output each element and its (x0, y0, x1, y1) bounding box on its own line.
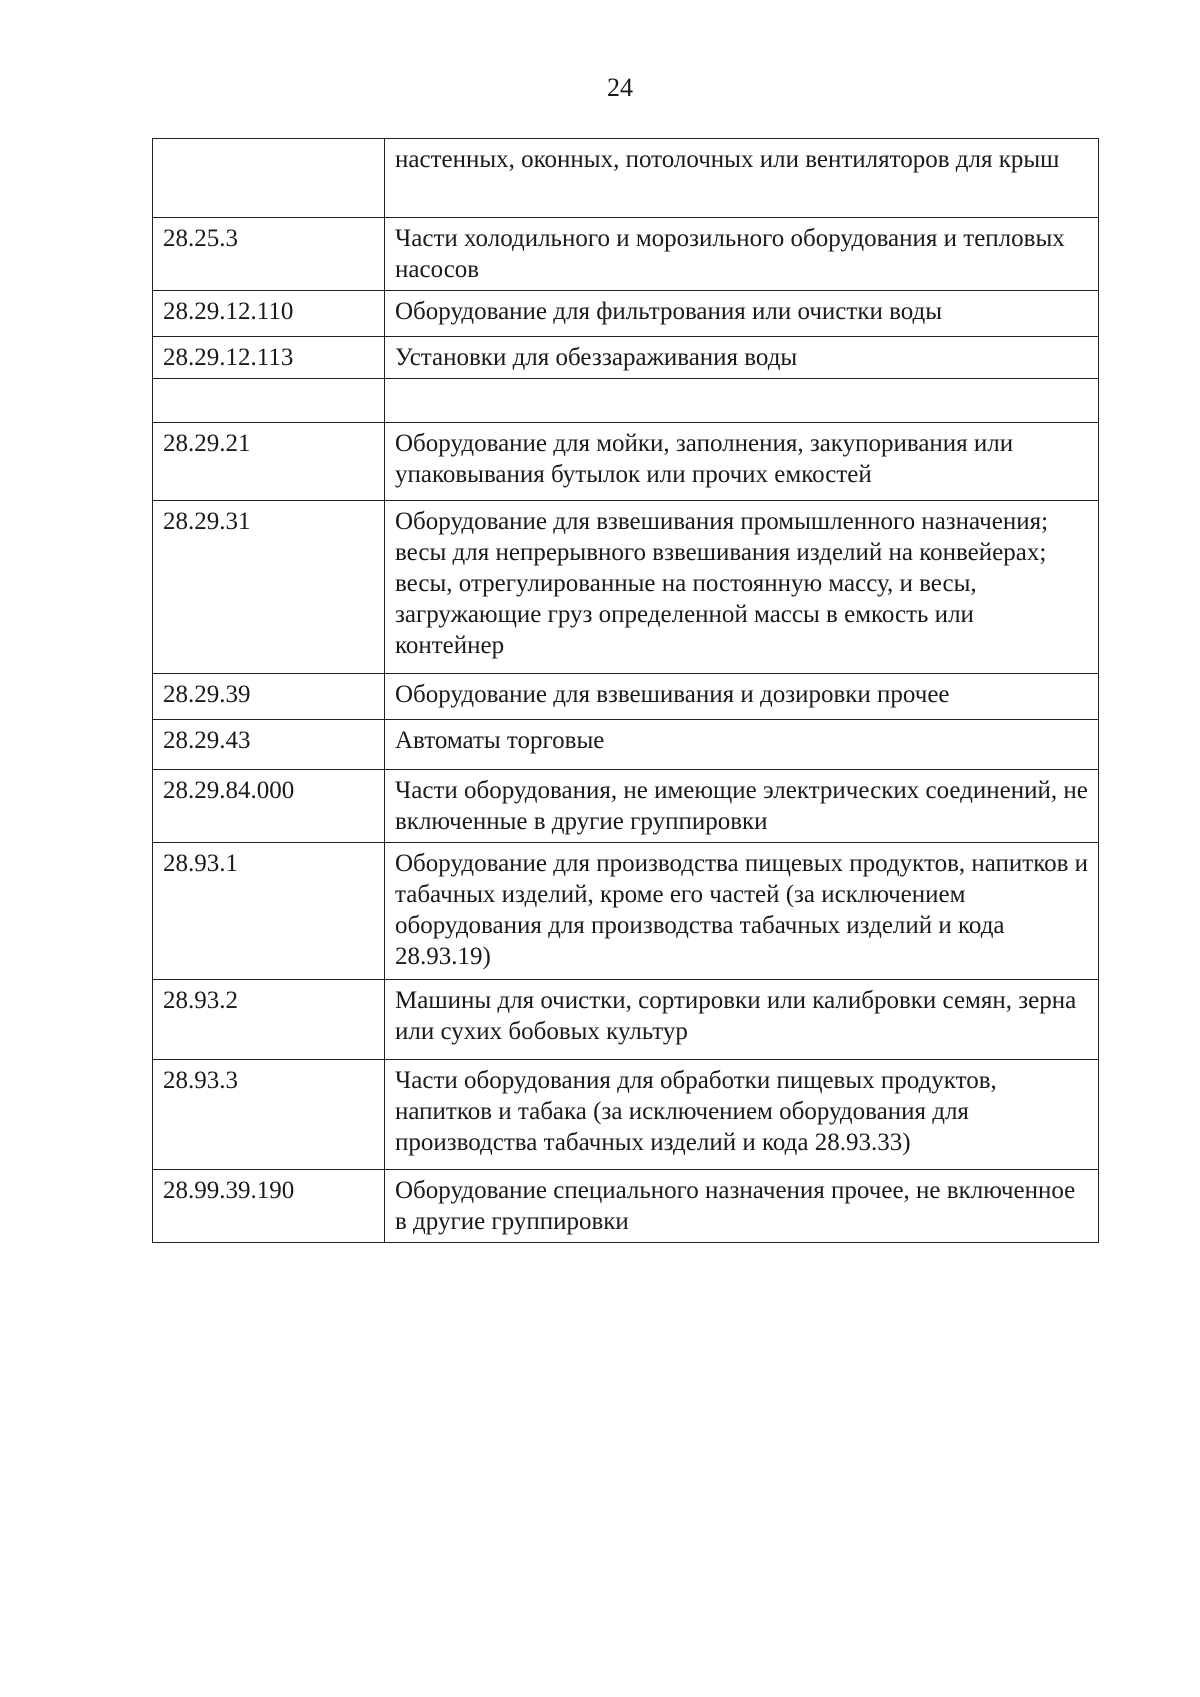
description-cell (385, 379, 1099, 423)
description-cell: Машины для очистки, сортировки или калибровки семян, зерна или сухих бобовых культур (385, 980, 1099, 1060)
description-cell: Оборудование для мойки, заполнения, закупоривания или упаковывания бутылок или прочих емкостей (385, 423, 1099, 501)
code-cell: 28.29.12.110 (153, 291, 385, 337)
table-row (153, 379, 1099, 423)
code-cell: 28.29.84.000 (153, 770, 385, 843)
code-cell: 28.29.12.113 (153, 337, 385, 379)
table-row (153, 1060, 1099, 1170)
code-cell (153, 379, 385, 423)
table-row (153, 1170, 1099, 1243)
table-row (153, 770, 1099, 843)
page-number: 24 (607, 73, 633, 102)
code-cell: 28.29.21 (153, 423, 385, 501)
table-row (153, 337, 1099, 379)
description-cell: Автоматы торговые (385, 720, 1099, 770)
codes-table (152, 138, 1099, 1243)
description-cell: Оборудование для производства пищевых продуктов, напитков и табачных изделий, кроме его частей (за исключением оборудования для производства табачных изделий и кода 28.93.19) (385, 843, 1099, 980)
code-cell: 28.93.3 (153, 1060, 385, 1170)
code-cell: 28.93.2 (153, 980, 385, 1060)
table-row (153, 501, 1099, 674)
table-row (153, 423, 1099, 501)
code-cell: 28.29.39 (153, 674, 385, 720)
table-row (153, 218, 1099, 291)
table-row (153, 843, 1099, 980)
table-row (153, 139, 1099, 218)
table-row (153, 720, 1099, 770)
description-cell: Части оборудования для обработки пищевых продуктов, напитков и табака (за исключением оборудования для производства табачных изделий и кода 28.93.33) (385, 1060, 1099, 1170)
table-row (153, 674, 1099, 720)
description-cell: Оборудование для фильтрования или очистки воды (385, 291, 1099, 337)
description-cell: Части холодильного и морозильного оборудования и тепловых насосов (385, 218, 1099, 291)
description-cell: Оборудование для взвешивания и дозировки прочее (385, 674, 1099, 720)
table-row (153, 980, 1099, 1060)
table-row (153, 291, 1099, 337)
description-cell: Оборудование для взвешивания промышленного назначения; весы для непрерывного взвешивания изделий на конвейерах; весы, отрегулированные на постоянную массу, и весы, загружающие груз определенной массы в емкость или контейнер (385, 501, 1099, 674)
code-cell: 28.25.3 (153, 218, 385, 291)
description-cell: Части оборудования, не имеющие электрических соединений, не включенные в другие группировки (385, 770, 1099, 843)
description-cell: Установки для обеззараживания воды (385, 337, 1099, 379)
code-cell: 28.93.1 (153, 843, 385, 980)
description-cell: Оборудование специального назначения прочее, не включенное в другие группировки (385, 1170, 1099, 1243)
description-cell: настенных, оконных, потолочных или вентиляторов для крыш (385, 139, 1099, 218)
code-cell: 28.29.31 (153, 501, 385, 674)
code-cell (153, 139, 385, 218)
code-cell: 28.99.39.190 (153, 1170, 385, 1243)
code-cell: 28.29.43 (153, 720, 385, 770)
